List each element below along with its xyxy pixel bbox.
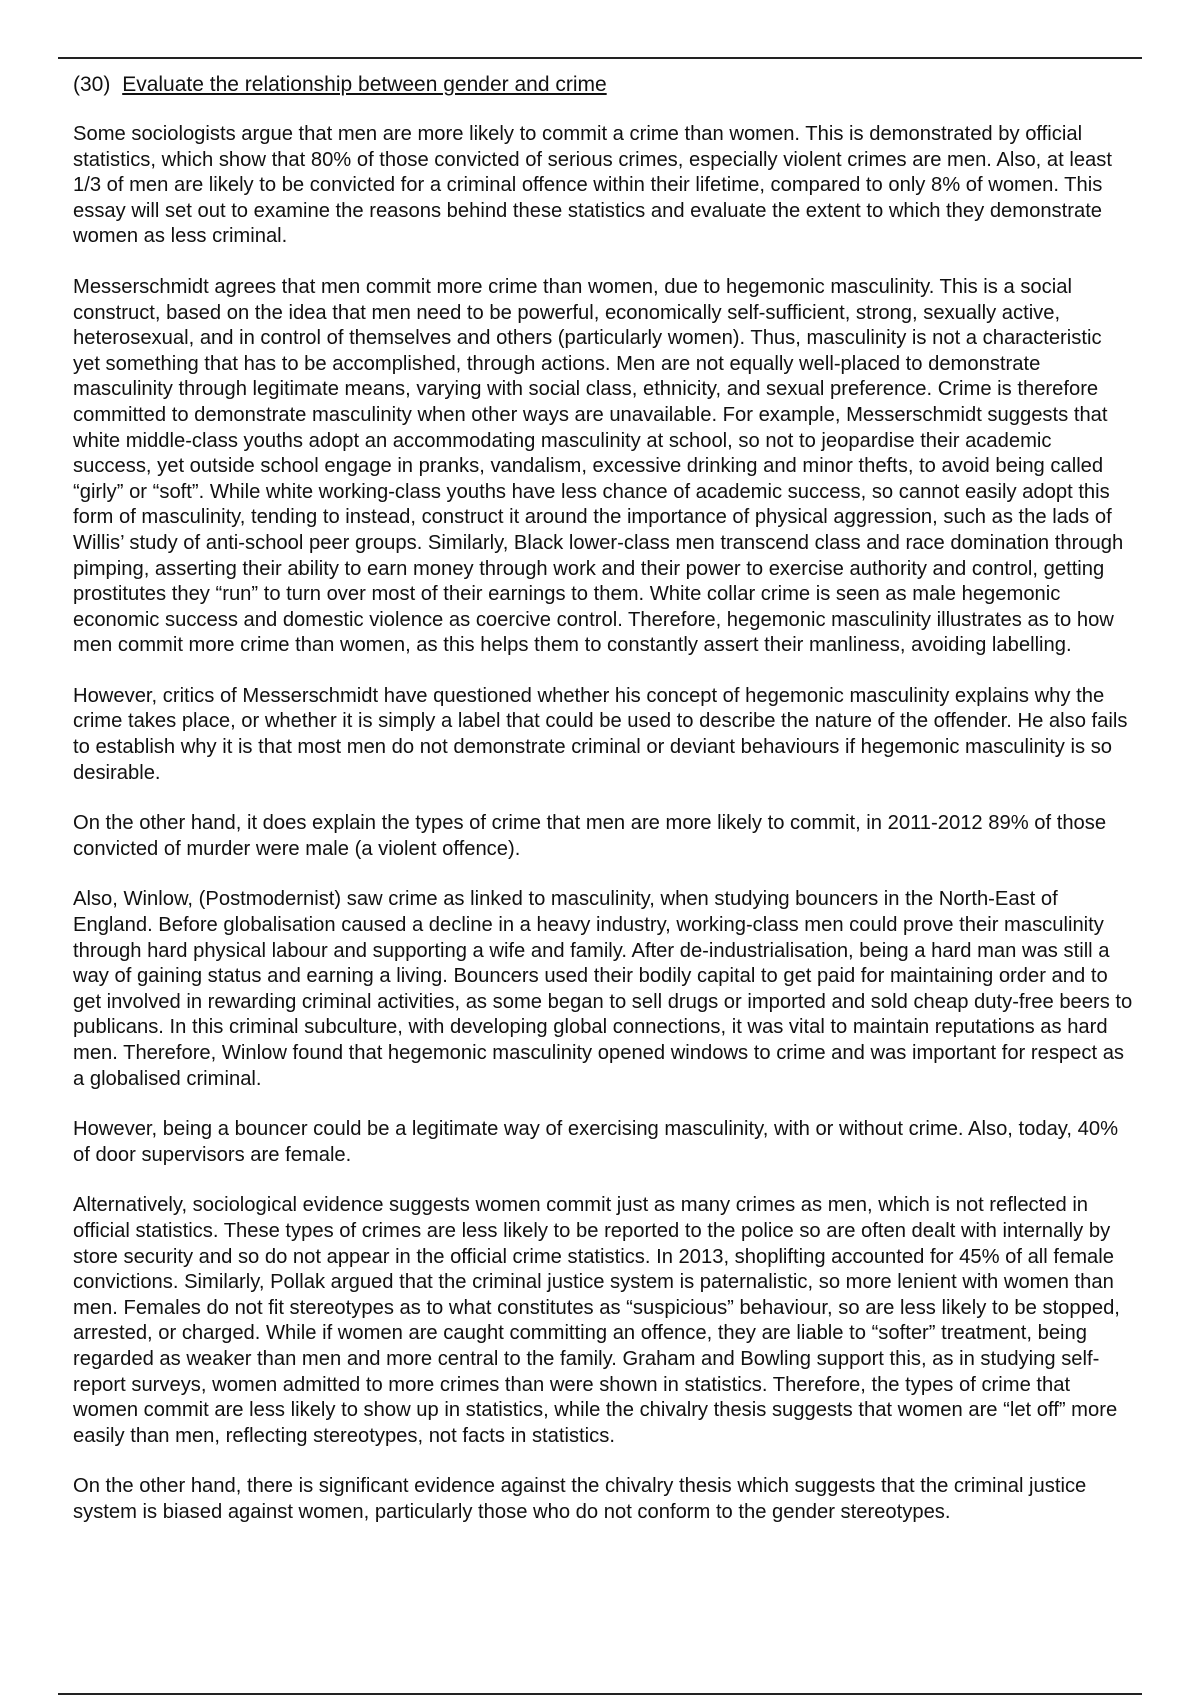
essay-title: Evaluate the relationship between gender and crime	[122, 73, 607, 96]
paragraph-winlow: Also, Winlow, (Postmodernist) saw crime as linked to masculinity, when studying bouncers in the North-East of England. Before globalisation caused a decline in a heavy industry, working-class men could prove their masculinity through hard physical labour and supporting a wife and family. After de-industrialisation, being a hard man was still a way of gaining status and earning a living. Bouncers used their bodily capital to get paid for maintaining order and to get involved in rewarding criminal activities, as some began to sell drugs or imported and sold cheap duty-free beers to publicans. In this criminal subculture, with developing global connections, it was vital to maintain reputations as hard men. Therefore, Winlow found that hegemonic masculinity opened windows to crime and was important for respect as a globalised criminal.	[73, 888, 1133, 1090]
top-divider	[58, 57, 1142, 59]
paragraph-murder-statistics: On the other hand, it does explain the types of crime that men are more likely to commit, in 2011-2012 89% of those convicted of murder were male (a violent offence).	[73, 812, 1107, 860]
paragraph-chivalry-thesis: Alternatively, sociological evidence suggests women commit just as many crimes as men, which is not reflected in official statistics. These types of crimes are less likely to be reported to the police so are often dealt with internally by store security and so do not appear in the official crime statistics. In 2013, shoplifting accounted for 45% of all female convictions. Similarly, Pollak argued that the criminal justice system is paternalistic, so more lenient with women than men. Females do not fit stereotypes as to what constitutes as “suspicious” behaviour, so are less likely to be stopped, arrested, or charged. While if women are caught committing an offence, they are liable to “softer” treatment, being regarded as weaker than men and more central to the family. Graham and Bowling support this, as in studying self-report surveys, women admitted to more crimes than were shown in statistics. Therefore, the types of crime that women commit are less likely to show up in statistics, while the chivalry thesis suggests that women are “let off” more easily than men, reflecting stereotypes, not facts in statistics.	[73, 1194, 1120, 1447]
essay-page	[73, 72, 1133, 1551]
paragraph-messerschmidt: Messerschmidt agrees that men commit more crime than women, due to hegemonic masculinity. This is a social construct, based on the idea that men need to be powerful, economically self-sufficient, strong, sexually active, heterosexual, and in control of themselves and others (particularly women). Thus, masculinity is not a characteristic yet something that has to be accomplished, through actions. Men are not equally well-placed to demonstrate masculinity through legitimate means, varying with social class, ethnicity, and sexual preference. Crime is therefore committed to demonstrate masculinity when other ways are unavailable. For example, Messerschmidt suggests that white middle-class youths adopt an accommodating masculinity at school, so not to jeopardise their academic success, yet outside school engage in pranks, vandalism, excessive drinking and minor thefts, to avoid being called “girly” or “soft”. While white working-class youths have less chance of academic success, so cannot easily adopt this form of masculinity, tending to instead, construct it around the importance of physical aggression, such as the lads of Willis’ study of anti-school peer groups. Similarly, Black lower-class men transcend class and race domination through pimping, asserting their ability to earn money through work and their power to exercise authority and control, getting prostitutes they “run” to turn over most of their earnings to them. White collar crime is seen as male hegemonic economic success and domestic violence as coercive control. Therefore, hegemonic masculinity illustrates as to how men commit more crime than women, as this helps them to constantly assert their manliness, avoiding labelling.	[73, 275, 1124, 657]
question-number: (30)	[73, 73, 111, 96]
paragraph-introduction: Some sociologists argue that men are more likely to commit a crime than women. This is demonstrated by official statistics, which show that 80% of those convicted of serious crimes, especially violent crimes are men. Also, at least 1/3 of men are likely to be convicted for a criminal offence within their lifetime, compared to only 8% of women. This essay will set out to examine the reasons behind these statistics and evaluate the extent to which they demonstrate women as less criminal.	[73, 123, 1112, 248]
paragraph-counter-evidence: On the other hand, there is significant evidence against the chivalry thesis which suggests that the criminal justice system is biased against women, particularly those who do not conform to the gender stereotypes.	[73, 1475, 1087, 1523]
paragraph-bouncer-evaluation: However, being a bouncer could be a legitimate way of exercising masculinity, with or without crime. Also, today, 40% of door supervisors are female.	[73, 1118, 1119, 1166]
paragraph-critics: However, critics of Messerschmidt have questioned whether his concept of hegemonic masculinity explains why the crime takes place, or whether it is simply a label that could be used to describe the nature of the offender. He also fails to establish why it is that most men do not demonstrate criminal or deviant behaviours if hegemonic masculinity is so desirable.	[73, 684, 1128, 784]
bottom-divider	[58, 1693, 1142, 1695]
essay-heading	[73, 72, 1133, 98]
